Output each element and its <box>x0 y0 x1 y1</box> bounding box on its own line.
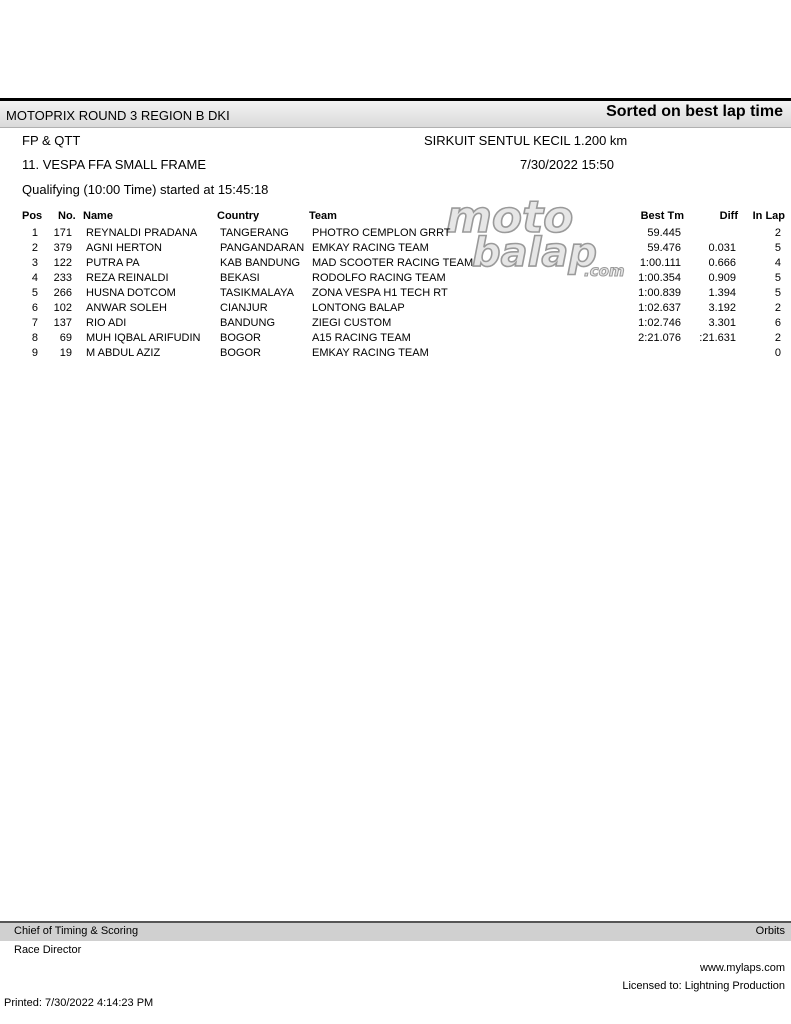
cell-team: EMKAY RACING TEAM <box>312 242 429 254</box>
cell-pos: 9 <box>31 347 38 359</box>
cell-name: M ABDUL AZIZ <box>86 347 161 359</box>
cell-team: MAD SCOOTER RACING TEAM <box>312 257 474 269</box>
cell-best: 1:02.637 <box>638 302 681 314</box>
cell-inlap: 5 <box>774 242 781 254</box>
cell-diff: 1.394 <box>708 287 736 299</box>
cell-no: 171 <box>53 227 72 239</box>
cell-team: ZONA VESPA H1 TECH RT <box>312 287 448 299</box>
col-no-header: No. <box>58 210 76 222</box>
datetime-label: 7/30/2022 15:50 <box>520 157 614 172</box>
cell-no: 122 <box>53 257 72 269</box>
cell-name: REYNALDI PRADANA <box>86 227 198 239</box>
cell-best: 59.476 <box>647 242 681 254</box>
session-label: FP & QTT <box>22 133 81 148</box>
col-best-header: Best Tm <box>640 210 684 222</box>
cell-best: 1:02.746 <box>638 317 681 329</box>
cell-inlap: 2 <box>774 332 781 344</box>
cell-pos: 2 <box>31 242 38 254</box>
cell-inlap: 2 <box>774 302 781 314</box>
col-diff-header: Diff <box>719 210 738 222</box>
chief-of-timing-label: Chief of Timing & Scoring <box>14 925 139 937</box>
cell-inlap: 2 <box>774 227 781 239</box>
cell-name: PUTRA PA <box>86 257 140 269</box>
cell-team: A15 RACING TEAM <box>312 332 411 344</box>
cell-inlap: 0 <box>774 347 781 359</box>
cell-country: PANGANDARAN <box>220 242 305 254</box>
race-director-label: Race Director <box>14 944 82 956</box>
cell-country: CIANJUR <box>220 302 268 314</box>
cell-name: ANWAR SOLEH <box>86 302 167 314</box>
col-pos-header: Pos <box>22 210 43 222</box>
cell-no: 69 <box>59 332 72 344</box>
cell-pos: 6 <box>31 302 38 314</box>
cell-best: 59.445 <box>647 227 681 239</box>
cell-pos: 5 <box>31 287 38 299</box>
cell-team: ZIEGI CUSTOM <box>312 317 392 329</box>
cell-pos: 7 <box>31 317 38 329</box>
orbits-label: Orbits <box>755 925 785 937</box>
cell-no: 19 <box>59 347 72 359</box>
cell-inlap: 5 <box>774 272 781 284</box>
cell-diff: 3.301 <box>708 317 736 329</box>
cell-inlap: 5 <box>774 287 781 299</box>
cell-diff: 0.666 <box>708 257 736 269</box>
col-team-header: Team <box>309 210 337 222</box>
cell-name: AGNI HERTON <box>86 242 162 254</box>
cell-name: MUH IQBAL ARIFUDIN <box>86 332 201 344</box>
cell-country: TASIKMALAYA <box>220 287 294 299</box>
cell-no: 137 <box>53 317 72 329</box>
cell-no: 102 <box>53 302 72 314</box>
col-country-header: Country <box>217 210 260 222</box>
printed-label: Printed: 7/30/2022 4:14:23 PM <box>4 997 154 1009</box>
watermark-moto: moto <box>446 192 574 243</box>
cell-pos: 4 <box>31 272 38 284</box>
cell-country: TANGERANG <box>220 227 289 239</box>
cell-team: LONTONG BALAP <box>312 302 405 314</box>
cell-pos: 8 <box>31 332 38 344</box>
cell-pos: 3 <box>31 257 38 269</box>
cell-best: 1:00.354 <box>638 272 681 284</box>
col-inlap-header: In Lap <box>752 210 785 222</box>
header-underline <box>0 127 791 128</box>
cell-inlap: 6 <box>774 317 781 329</box>
event-title: MOTOPRIX ROUND 3 REGION B DKI <box>6 108 230 123</box>
cell-diff: 3.192 <box>708 302 736 314</box>
cell-diff: :21.631 <box>699 332 736 344</box>
cell-no: 379 <box>53 242 72 254</box>
cell-name: RIO ADI <box>86 317 127 329</box>
watermark-com: .com <box>584 262 625 280</box>
cell-country: BANDUNG <box>220 317 276 329</box>
cell-team: PHOTRO CEMPLON GRRT <box>312 227 451 239</box>
class-label: 11. VESPA FFA SMALL FRAME <box>22 157 206 172</box>
cell-country: BOGOR <box>220 332 261 344</box>
cell-diff: 0.031 <box>708 242 736 254</box>
cell-team: EMKAY RACING TEAM <box>312 347 429 359</box>
licensed-label: Licensed to: Lightning Production <box>622 980 785 992</box>
cell-best: 2:21.076 <box>638 332 681 344</box>
watermark-balap: balap <box>472 230 597 276</box>
cell-country: BOGOR <box>220 347 261 359</box>
cell-diff: 0.909 <box>708 272 736 284</box>
cell-name: HUSNA DOTCOM <box>86 287 176 299</box>
qualifying-label: Qualifying (10:00 Time) started at 15:45:18 <box>22 182 269 197</box>
cell-pos: 1 <box>31 227 38 239</box>
cell-no: 266 <box>53 287 72 299</box>
col-name-header: Name <box>83 210 113 222</box>
website-label: www.mylaps.com <box>700 962 785 974</box>
cell-no: 233 <box>53 272 72 284</box>
sort-label: Sorted on best lap time <box>606 103 783 120</box>
cell-country: BEKASI <box>220 272 260 284</box>
circuit-label: SIRKUIT SENTUL KECIL 1.200 km <box>424 133 628 148</box>
cell-best: 1:00.111 <box>639 257 681 269</box>
cell-inlap: 4 <box>774 257 781 269</box>
cell-team: RODOLFO RACING TEAM <box>312 272 446 284</box>
cell-country: KAB BANDUNG <box>220 257 301 269</box>
cell-best: 1:00.839 <box>638 287 681 299</box>
cell-name: REZA REINALDI <box>86 272 169 284</box>
